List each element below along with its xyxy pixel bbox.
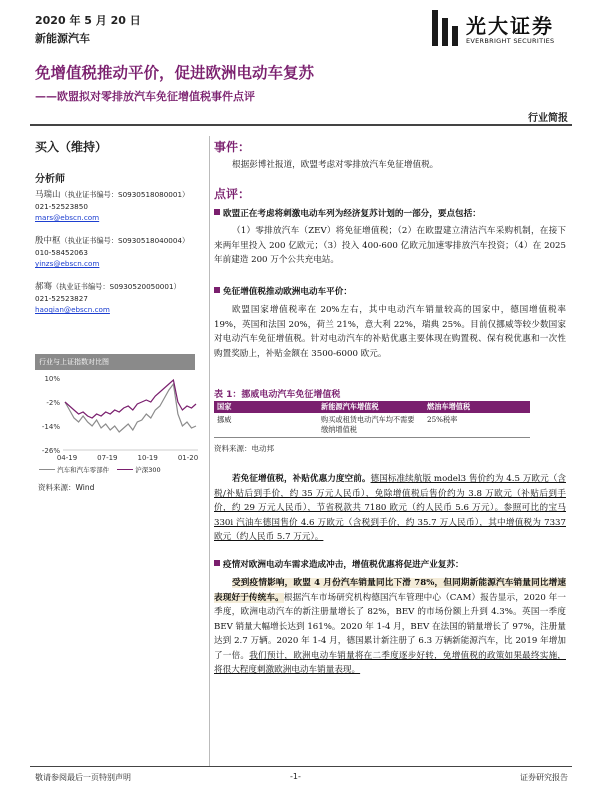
x-tick-label: 04-19 [56,454,78,462]
footer-disclaimer: 敬请参阅最后一页特别声明 [35,773,131,782]
report-subtitle: ——欧盟拟对零排放汽车免征增值税事件点评 [35,90,255,103]
x-tick-label: 07-19 [97,454,118,462]
analyst-cert: （执业证书编号：S0930520050001） [52,282,181,291]
legend-swatch-csi300 [117,469,133,471]
analyst-name: 马瑞山 [35,190,61,200]
bullet-text: 疫情对欧洲电动车需求造成冲击，增值税优惠将促进产业复苏： [223,560,464,570]
y-tick-label: 10% [44,375,60,383]
analyst-phone: 021-52523827 [35,294,88,303]
paragraph-vat-rates: 欧盟国家增值税率在 20%左右，其中电动汽车销量较高的国家中，德国增值税率 19%，英国和法国 20%，荷兰 21%，意大利 22%，瑞典 25%。目前仅挪威等较少数国家对电动汽车免征增值税。针对电动汽车的补贴优惠主要体现在购置税、保有税优惠和一次性购置奖励上，补贴金额在 3500-6000 欧元。 [214,305,566,359]
table-header-cell: 国家 [214,401,318,413]
analyst-email-link[interactable]: mars@ebscn.com [35,213,100,222]
column-divider [209,136,210,766]
analyst-name: 殷中枢 [35,236,61,246]
company-logo [428,8,568,50]
analyst-name: 郝骞 [35,282,53,292]
table-header-row [214,401,530,413]
footer-divider [30,766,572,767]
table-cell: 挪威 [214,413,318,438]
legend-swatch-auto [39,469,55,471]
analyst-phone: 010-58452063 [35,248,88,257]
event-text: 根据彭博社报道，欧盟考虑对零排放汽车免征增值税。 [232,160,439,170]
legend-label-auto: 汽车和汽车零部件 [57,466,110,474]
bullet-eu-plan [214,207,566,221]
analyst-block [35,281,210,315]
x-tick-label: 01-20 [177,454,199,462]
analyst-block [35,235,210,269]
y-tick-label: -2% [46,399,60,407]
analyst-phone: 021-52523850 [35,202,88,211]
series-line-1 [65,380,196,418]
analyst-cert: （执业证书编号：S0930518040004） [60,236,190,245]
report-date: 2020 年 5 月 20 日 [35,14,141,27]
logo-mark-icon [428,8,462,48]
paragraph-lead: 受到疫情影响，欧盟 4 月份汽车销量同比下滑 78%，但同期新能源汽车销量同比增速表现好于传统车。 [214,578,566,603]
page-number: -1- [290,772,301,781]
bullet-square-icon [214,560,220,566]
event-heading: 事件： [214,140,251,154]
bullet-text: 欧盟正在考虑将刺激电动车列为经济复苏计划的一部分，要点包括： [223,209,481,219]
norway-vat-table [214,401,530,438]
bullet-epidemic [214,558,566,572]
paragraph-eu-plan: （1）零排放汽车（ZEV）将免征增值税；（2）在欧盟建立清洁汽车采购机制，在接下来两年里投入 200 亿欧元；（3）投入 400-600 亿欧元加速零排放汽车投资；（4）在 2025 年前建造 200 万个公共充电站。 [214,226,566,265]
analyst-cert: （执业证书编号：S0930518080001） [60,190,190,199]
table-header-cell: 燃油车增值税 [424,401,530,413]
paragraph-text: 根据汽车市场研究机构德国汽车管理中心（CAM）报告显示，2020 年一季度，欧洲电动汽车的新注册量增长了 82%，BEV 的市场份额上升到 4.3%。英国一季度 BEV 销量大幅增长达到 161%。2020 年 1-4 月，BEV 在法国的销量增长了 97%，注册量达到 2.7 万辆。2020 年 1-4 月，德国累计新注册了 6.3 万辆新能源汽车，比 2019 年增加了一倍。 [214,592,566,661]
analyst-email-link[interactable]: yinzs@ebscn.com [35,259,100,268]
index-comparison-chart [33,372,203,464]
table-title: 表 1：挪威电动汽车免征增值税 [214,390,341,400]
y-tick-label: -14% [41,423,60,431]
analysts-heading: 分析师 [35,174,65,185]
doc-type: 行业简报 [528,113,568,124]
comment-heading: 点评： [214,187,251,201]
bullet-vat-parity [214,285,566,299]
footer-report-type: 证券研究报告 [520,773,568,782]
report-title: 免增值税推动平价，促进欧洲电动车复苏 [35,64,315,82]
table-cell: 25%税率 [424,413,530,438]
chart-legend [35,465,205,474]
paragraph-price-parity [214,472,566,545]
bullet-square-icon [214,287,220,293]
table-source: 资料来源：电动邦 [214,444,274,453]
logo-chinese: 光大证券 [466,14,554,38]
y-tick-label: -26% [41,447,60,455]
bullet-text: 免征增值税推动欧洲电动车平价： [223,287,352,297]
sector-label: 新能源汽车 [35,32,90,45]
header-divider [30,124,572,126]
chart-source: 资料来源：Wind [38,483,95,492]
table-cell: 购买或租赁电动汽车均不需要缴纳增值税 [318,413,424,438]
legend-label-csi300: 沪深300 [135,466,161,474]
x-tick-label: 10-19 [137,454,158,462]
table-header-cell: 新能源汽车增值税 [318,401,424,413]
paragraph-underlined: 我们预计，欧洲电动车销量将在二季度逐步好转，免增值税的政策如果最终实施，将很大程度刺激欧洲电动车销量表现。 [214,650,566,675]
index-chart-title: 行业与上证指数对比图 [35,354,195,370]
paragraph-underlined: 德国标准续航版 model3 售价约为 4.5 万欧元（含税/补贴后到手价，约 35 万元人民币），免除增值税后售价约为 3.8 万欧元（补贴后到手价，约 29 万元人民币），节省税款共 7180 欧元（约人民币 5.6 万元）。参照可比的宝马 330i 汽油车德国售价 4.6 万欧元（含税到手价，约 35.7 万人民币），其中增值税为 7337 欧元（约人民币 5.7 万元）。 [214,474,566,542]
logo-english: EVERBRIGHT SECURITIES [466,37,555,45]
table-row [214,413,530,438]
analyst-block [35,189,210,223]
rating: 买入（维持） [35,140,108,154]
bullet-square-icon [214,209,220,215]
paragraph-sales [214,576,566,678]
paragraph-lead: 若免征增值税，补贴优惠力度空前。 [232,474,371,484]
analyst-email-link[interactable]: haoqian@ebscn.com [35,305,110,314]
